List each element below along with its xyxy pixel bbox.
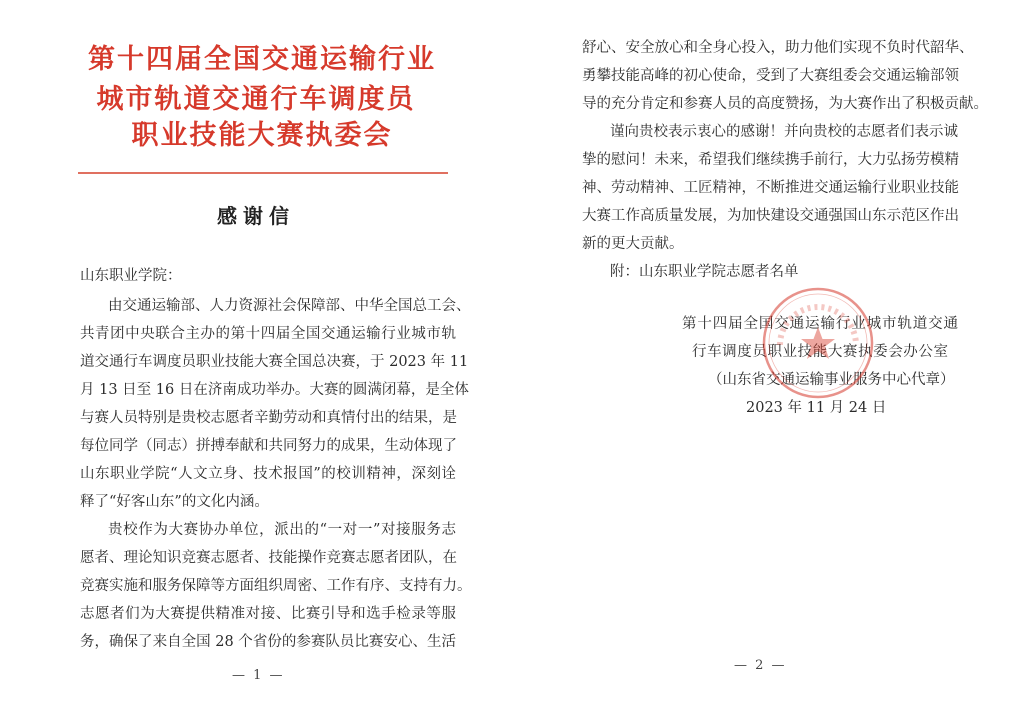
body-line: 愿者、理论知识竞赛志愿者、技能操作竞赛志愿者团队，在 [80,550,457,566]
signature-line-2: 行车调度员职业技能大赛执委会办公室 [692,344,948,360]
body-line: 道交通行车调度员职业技能大赛全国总决赛，于 2023 年 11 [80,354,469,370]
official-seal-icon [760,285,876,401]
page-number: — 2 — [734,658,787,673]
body-line: 与赛人员特别是贵校志愿者辛勤劳动和真情付出的结果，是 [80,410,457,426]
document-title: 感谢信 [217,204,295,228]
body-line: 竞赛实施和服务保障等方面组织周密、工作有序、支持有力。 [80,578,472,594]
body-line: 务，确保了来自全国 28 个省份的参赛队员比赛安心、生活 [80,634,456,650]
signature-date: 2023 年 11 月 24 日 [746,400,887,416]
body-line: 新的更大贡献。 [582,236,684,252]
header-divider [78,172,448,174]
body-line: 挚的慰问！未来，希望我们继续携手前行，大力弘扬劳模精 [582,152,959,168]
page-number: — 1 — [232,668,285,683]
body-line: 勇攀技能高峰的初心使命，受到了大赛组委会交通运输部领 [582,68,959,84]
body-line: 共青团中央联合主办的第十四届全国交通运输行业城市轨 [80,326,456,342]
signature-line-1: 第十四届全国交通运输行业城市轨道交通 [682,316,958,332]
header-line-2: 城市轨道交通行车调度员 [96,84,416,115]
body-line: 舒心、安全放心和全身心投入，助力他们实现不负时代韶华、 [582,40,974,56]
body-line: 山东职业学院“人文立身、技术报国”的校训精神，深刻诠 [80,466,456,482]
signature-line-3: （山东省交通运输事业服务中心代章） [708,372,955,388]
attachment-note: 附：山东职业学院志愿者名单 [610,264,799,280]
body-line: 大赛工作高质量发展，为加快建设交通强国山东示范区作出 [582,208,959,224]
body-line: 志愿者们为大赛提供精准对接、比赛引导和选手检录等服 [80,606,456,622]
body-line: 贵校作为大赛协办单位，派出的“一对一”对接服务志 [108,522,456,538]
body-line: 月 13 日至 16 日在济南成功举办。大赛的圆满闭幕，是全体 [80,382,469,398]
body-line: 谨向贵校表示衷心的感谢！并向贵校的志愿者们表示诚 [610,124,958,140]
body-line: 每位同学（同志）拼搏奉献和共同努力的成果，生动体现了 [80,438,457,454]
header-line-1: 第十四届全国交通运输行业 [88,44,436,75]
salutation: 山东职业学院： [80,268,182,284]
body-line: 导的充分肯定和参赛人员的高度赞扬，为大赛作出了积极贡献。 [582,96,988,112]
body-line: 神、劳动精神、工匠精神，不断推进交通运输行业职业技能 [582,180,959,196]
body-line: 释了“好客山东”的文化内涵。 [80,494,269,510]
body-line: 由交通运输部、人力资源社会保障部、中华全国总工会、 [108,298,471,314]
header-line-3: 职业技能大赛执委会 [131,120,393,151]
